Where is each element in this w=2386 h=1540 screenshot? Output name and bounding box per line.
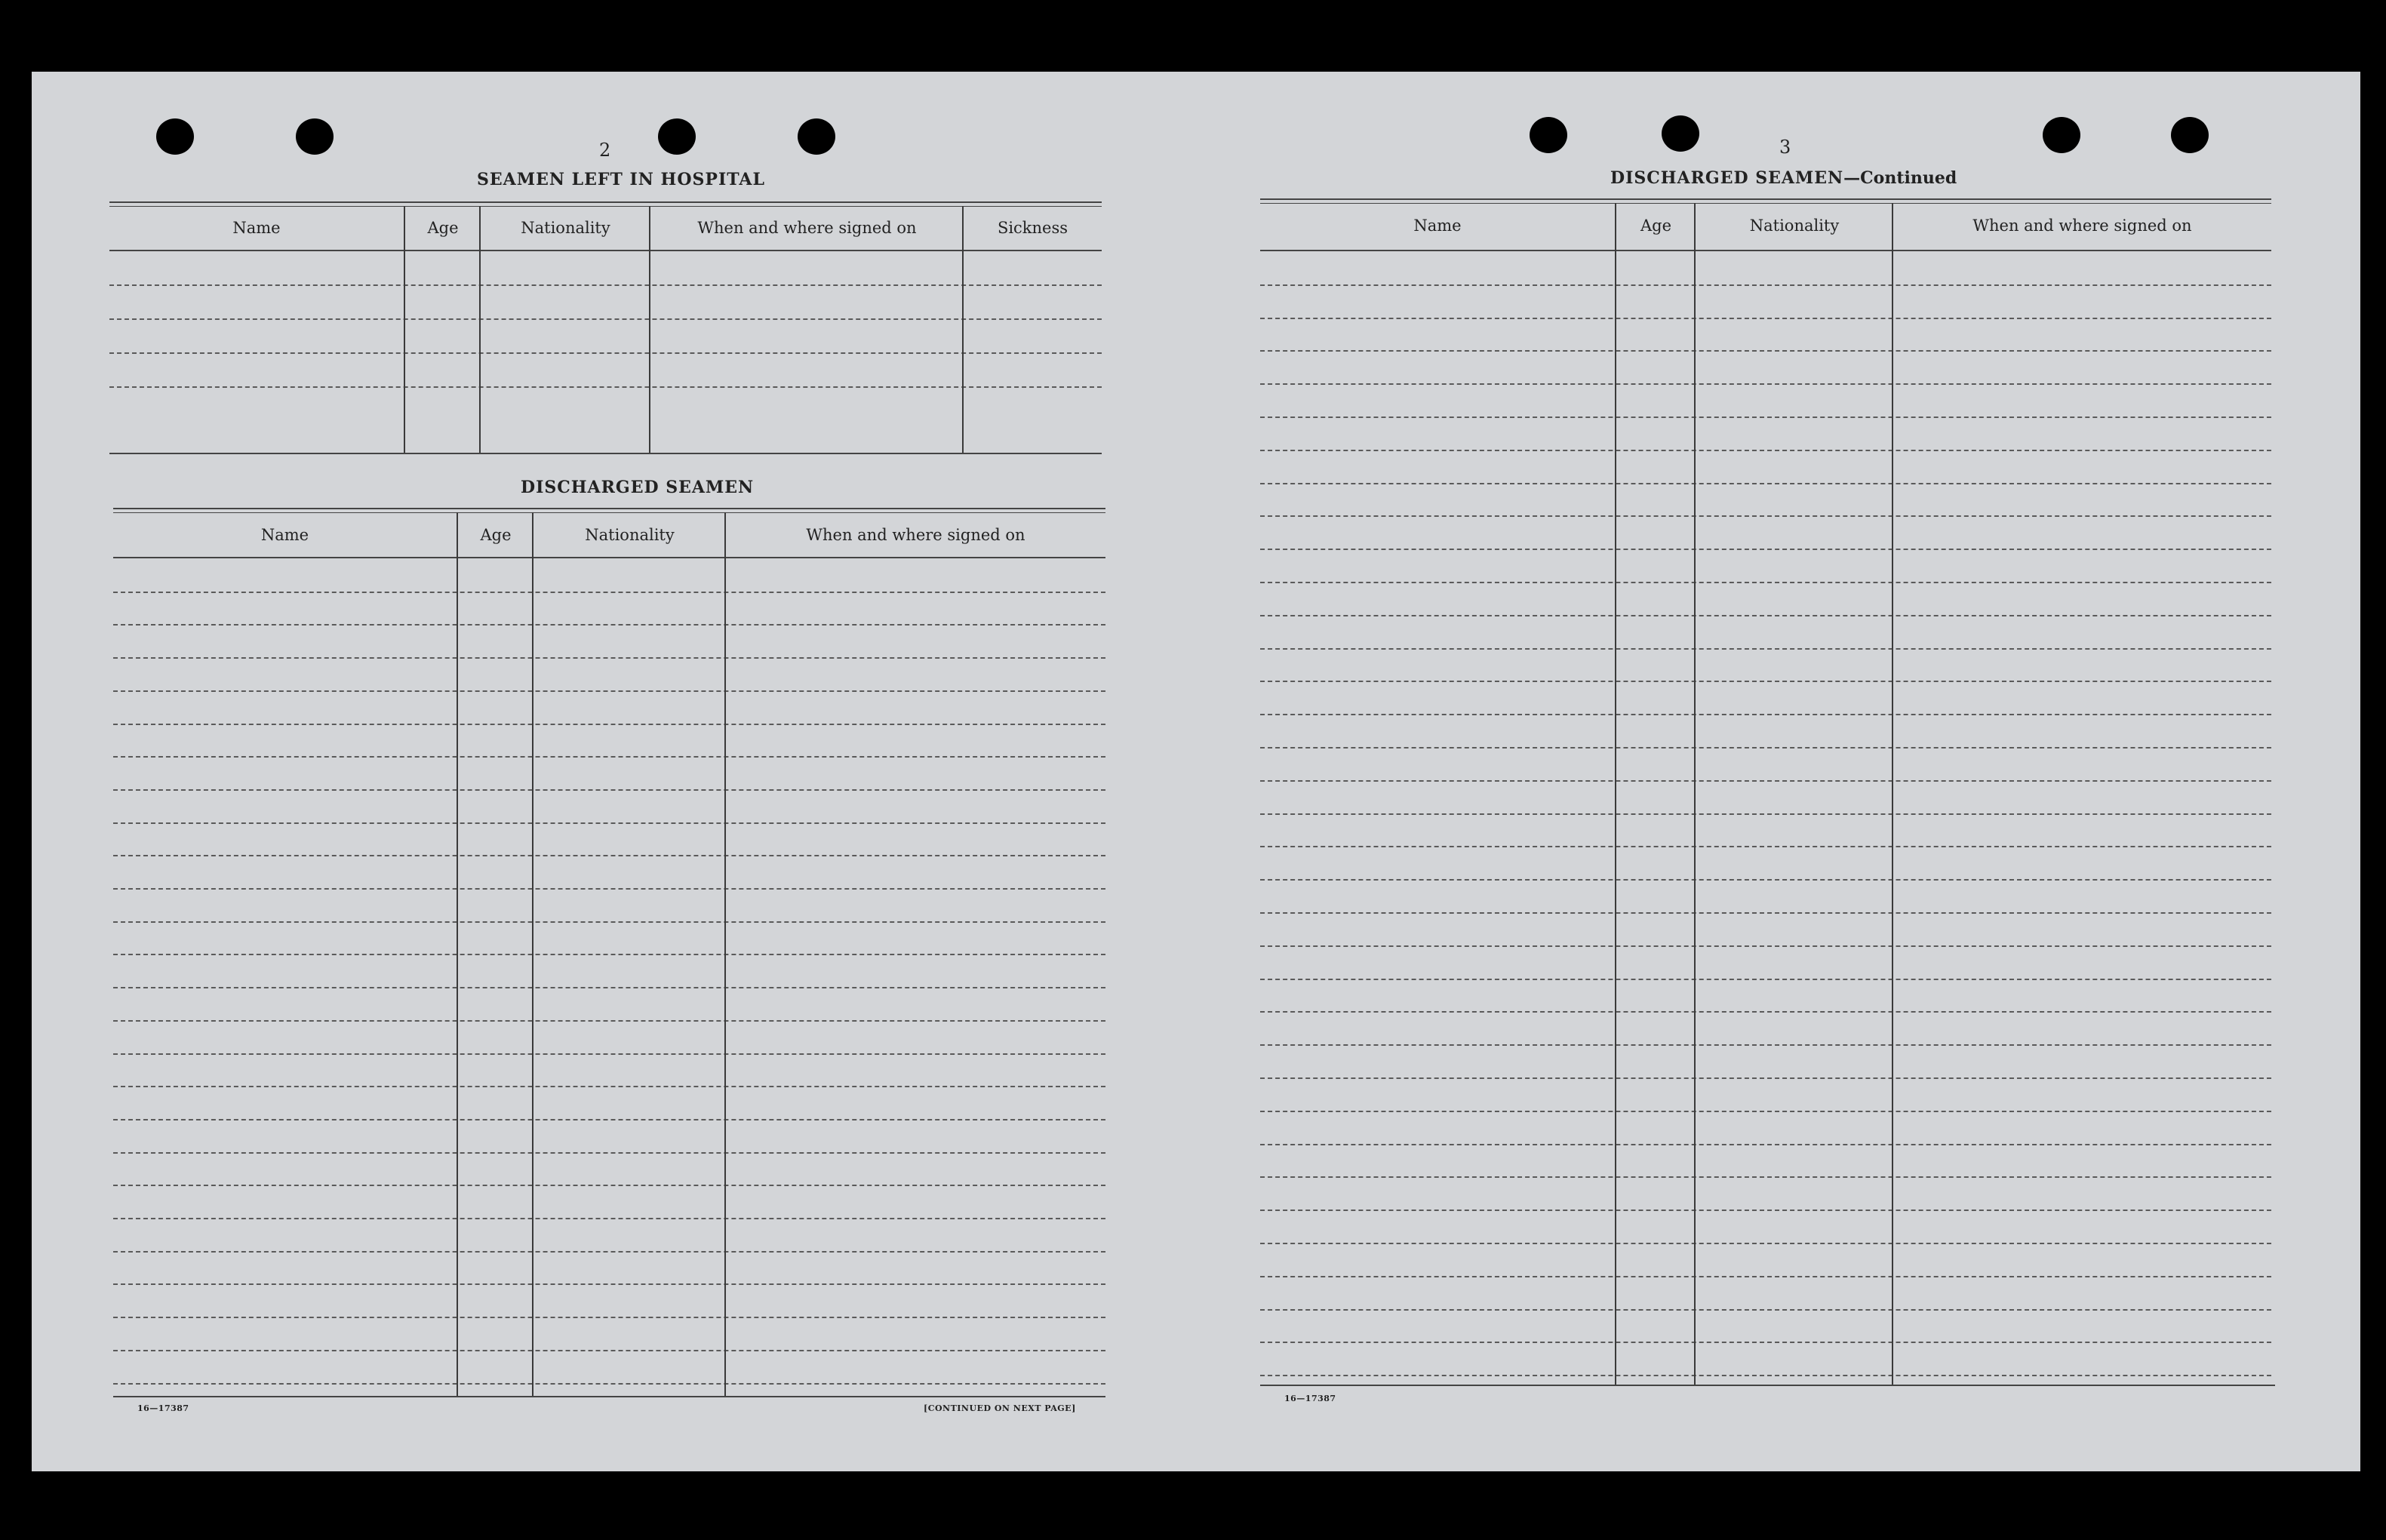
- table-row: [113, 1350, 1105, 1351]
- table-row: [1260, 747, 2271, 748]
- table-row: [1260, 1144, 2271, 1145]
- table-row: [1260, 350, 2271, 352]
- table-row: [1260, 648, 2271, 650]
- form-code: 16—17387: [1284, 1394, 1336, 1403]
- table-top-rule: [113, 512, 1105, 513]
- table-row: [113, 1218, 1105, 1219]
- punch-hole: [296, 118, 334, 155]
- punch-hole: [1530, 117, 1567, 153]
- table-row: [1260, 879, 2271, 881]
- table-row: [113, 756, 1105, 758]
- column-header-nationality: Nationality: [585, 526, 675, 544]
- table-row: [1260, 1210, 2271, 1211]
- column-header-signed-on: When and where signed on: [806, 526, 1025, 544]
- column-divider: [1892, 203, 1893, 1385]
- table-row: [1260, 483, 2271, 484]
- punch-hole: [658, 118, 696, 155]
- column-header-signed-on: When and where signed on: [697, 219, 917, 237]
- table-row: [113, 1119, 1105, 1120]
- column-header-sickness: Sickness: [997, 219, 1068, 237]
- column-header-name: Name: [1413, 217, 1462, 235]
- column-divider: [532, 512, 533, 1396]
- column-header-signed-on: When and where signed on: [1972, 217, 2192, 235]
- table-row: [1260, 1111, 2271, 1112]
- table-row: [1260, 681, 2271, 682]
- table-row: [1260, 318, 2271, 319]
- table-row: [113, 855, 1105, 856]
- table-row: [113, 690, 1105, 692]
- table-row: [1260, 714, 2271, 715]
- table-row: [113, 1020, 1105, 1022]
- table-row: [109, 284, 1102, 286]
- continued-note: [CONTINUED ON NEXT PAGE]: [924, 1403, 1076, 1413]
- column-divider: [404, 206, 405, 453]
- column-divider: [724, 512, 726, 1396]
- discharged-continued-title: [1610, 168, 1957, 188]
- column-header-age: Age: [480, 526, 512, 544]
- table-row: [113, 657, 1105, 659]
- header-rule: [109, 250, 1102, 251]
- table-row: [1260, 383, 2271, 385]
- table-row: [1260, 912, 2271, 914]
- table-row: [109, 386, 1102, 388]
- table-row: [1260, 284, 2271, 286]
- column-header-age: Age: [427, 219, 459, 237]
- column-header-nationality: Nationality: [1749, 217, 1840, 235]
- punch-hole: [1662, 115, 1699, 152]
- table-row: [1260, 1375, 2271, 1376]
- table-row: [1260, 1011, 2271, 1013]
- table-row: [113, 1383, 1105, 1385]
- table-row: [113, 822, 1105, 824]
- table-row: [1260, 1342, 2271, 1343]
- table-row: [113, 724, 1105, 725]
- table-row: [113, 1251, 1105, 1253]
- table-row: [113, 1152, 1105, 1154]
- table-top-rule: [1260, 198, 2271, 200]
- column-header-nationality: Nationality: [521, 219, 610, 237]
- table-row: [1260, 417, 2271, 418]
- column-header-age: Age: [1640, 217, 1672, 235]
- table-row: [113, 987, 1105, 988]
- table-top-rule: [109, 206, 1102, 207]
- table-row: [113, 1185, 1105, 1186]
- table-row: [113, 954, 1105, 955]
- title-main: DISCHARGED SEAMEN: [1610, 168, 1844, 188]
- punch-hole: [798, 118, 835, 155]
- hospital-table-title: SEAMEN LEFT IN HOSPITAL: [477, 170, 765, 189]
- table-row: [1260, 615, 2271, 616]
- header-rule: [113, 557, 1105, 558]
- form-code: 16—17387: [137, 1403, 189, 1413]
- table-row: [113, 888, 1105, 890]
- column-divider: [962, 206, 964, 453]
- title-suffix: —Continued: [1843, 168, 1957, 188]
- table-row: [1260, 549, 2271, 550]
- table-row: [1260, 515, 2271, 517]
- table-row: [113, 1317, 1105, 1318]
- page-number: 3: [1779, 137, 1791, 158]
- table-bottom-rule: [113, 1396, 1105, 1397]
- table-bottom-rule: [1260, 1385, 2275, 1386]
- table-row: [109, 352, 1102, 354]
- table-bottom-rule: [109, 453, 1102, 454]
- table-row: [1260, 1309, 2271, 1311]
- table-row: [1260, 945, 2271, 947]
- discharged-table-title: DISCHARGED SEAMEN: [521, 478, 755, 497]
- manifest-sheet: [32, 72, 2360, 1471]
- table-row: [1260, 1176, 2271, 1178]
- table-row: [109, 318, 1102, 320]
- table-row: [113, 921, 1105, 923]
- table-top-rule: [109, 201, 1102, 203]
- table-row: [113, 624, 1105, 626]
- column-divider: [1694, 203, 1696, 1385]
- table-row: [113, 789, 1105, 791]
- table-row: [1260, 1276, 2271, 1277]
- column-header-name: Name: [260, 526, 309, 544]
- table-top-rule: [1260, 203, 2271, 204]
- punch-hole: [156, 118, 194, 155]
- header-rule: [1260, 250, 2271, 251]
- table-row: [1260, 582, 2271, 583]
- column-divider: [1615, 203, 1616, 1385]
- table-row: [113, 592, 1105, 593]
- table-row: [113, 1283, 1105, 1285]
- column-divider: [457, 512, 458, 1396]
- page-number: 2: [599, 140, 611, 161]
- table-row: [113, 1053, 1105, 1055]
- table-row: [1260, 846, 2271, 847]
- table-row: [1260, 450, 2271, 451]
- punch-hole: [2171, 117, 2209, 153]
- column-divider: [479, 206, 481, 453]
- table-row: [113, 1086, 1105, 1087]
- table-row: [1260, 1077, 2271, 1079]
- table-row: [1260, 813, 2271, 815]
- table-row: [1260, 1243, 2271, 1244]
- table-top-rule: [113, 508, 1105, 509]
- column-header-name: Name: [232, 219, 281, 237]
- table-row: [1260, 780, 2271, 782]
- column-divider: [649, 206, 650, 453]
- table-row: [1260, 979, 2271, 980]
- punch-hole: [2043, 117, 2080, 153]
- table-row: [1260, 1044, 2271, 1046]
